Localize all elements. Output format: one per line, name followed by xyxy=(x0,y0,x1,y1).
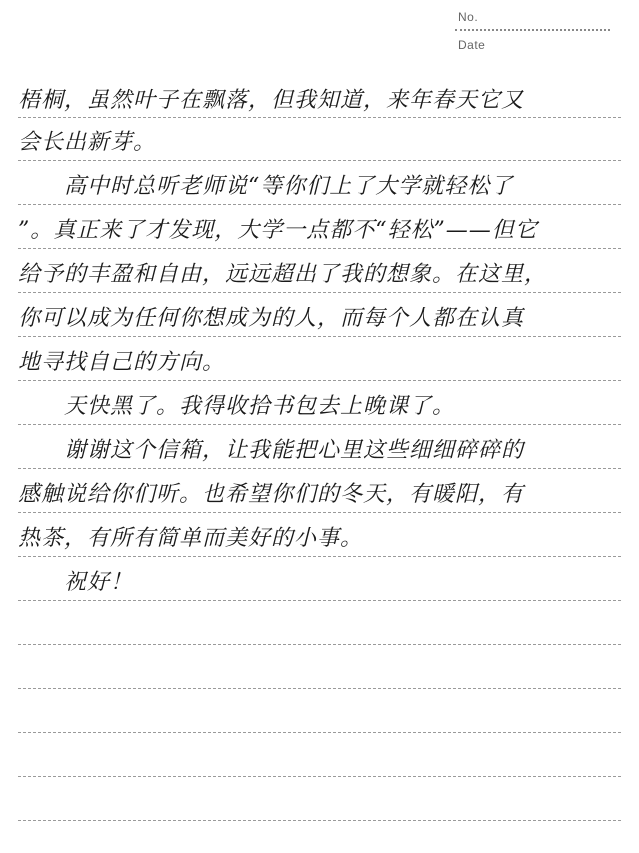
ruled-line xyxy=(18,776,621,777)
header-no-dotted-line xyxy=(455,29,610,31)
header-date-label: Date xyxy=(458,38,486,52)
letter-closing-line: 祝好！ xyxy=(18,570,134,595)
letter-text-line: 你可以成为任何你想成为的人，而每个人都在认真 xyxy=(18,306,525,331)
ruled-line xyxy=(18,688,621,689)
ruled-line xyxy=(18,644,621,645)
letter-text-line: 谢谢这个信箱，让我能把心里这些细细碎碎的 xyxy=(18,438,525,463)
letter-text-line: 给予的丰盈和自由，远远超出了我的想象。在这里， xyxy=(18,262,548,287)
header-no-label: No. xyxy=(458,10,479,24)
letter-text-line: 感触说给你们听。也希望你们的冬天，有暖阳，有 xyxy=(18,482,525,507)
ruled-line xyxy=(18,820,621,821)
ruled-line xyxy=(18,732,621,733)
letter-text-line: 热茶，有所有简单而美好的小事。 xyxy=(18,526,364,551)
letter-text-line: 高中时总听老师说“等你们上了大学就轻松了 xyxy=(18,174,514,199)
letter-text-line: 梧桐，虽然叶子在飘落，但我知道，来年春天它又 xyxy=(18,88,525,113)
letter-text-line: 地寻找自己的方向。 xyxy=(18,350,226,375)
letter-text-line: 会长出新芽。 xyxy=(18,130,157,155)
letter-text-line: 天快黑了。我得收拾书包去上晚课了。 xyxy=(18,394,456,419)
letter-text-line: ”。真正来了才发现，大学一点都不“轻松”——但它 xyxy=(18,218,538,243)
